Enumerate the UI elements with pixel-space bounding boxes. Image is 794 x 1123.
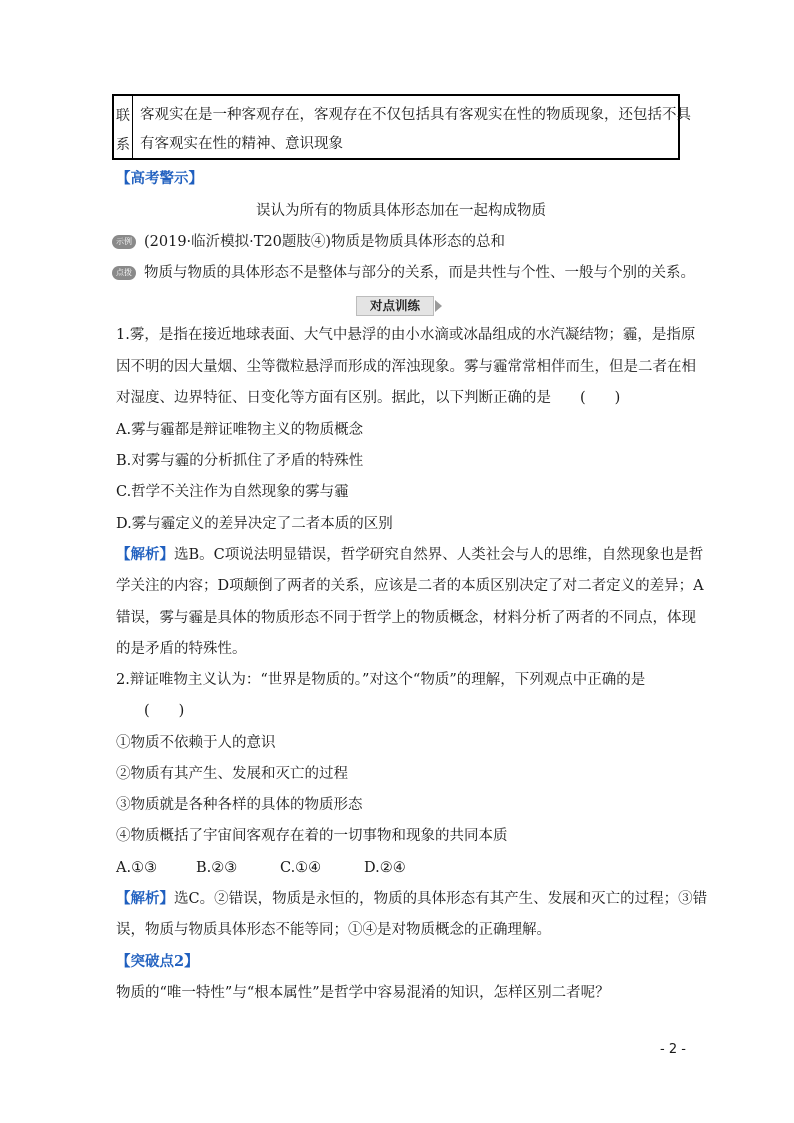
example-text: (2019·临沂模拟·T20题肢④)物质是物质具体形态的总和	[144, 234, 506, 250]
analysis-1-line	[116, 545, 703, 565]
choice-d: D.②④	[364, 860, 406, 876]
analysis-text: 选B。C项说法明显错误，哲学研究自然界、人类社会与人的思维，自然现象也是哲	[174, 547, 704, 563]
breakthrough-label: 【突破点2】	[116, 953, 199, 970]
question-2-blank: ( )	[144, 703, 185, 719]
option-d: D.雾与霾定义的差异决定了二者本质的区别	[116, 516, 393, 532]
question-1-line: 因不明的因大量烟、尘等微粒悬浮而形成的浑浊现象。雾与霾常常相伴而生，但是二者在相	[116, 359, 696, 375]
choice-c: C.①④	[280, 860, 322, 876]
training-label: 对点训练	[369, 298, 420, 313]
table-header-char: 联	[116, 108, 130, 124]
breakthrough-text: 物质的“唯一特性”与“根本属性”是哲学中容易混淆的知识，怎样区别二者呢？	[116, 985, 610, 1001]
arrow-right-icon	[435, 300, 442, 312]
example-line	[112, 232, 505, 252]
statement-2: ②物质有其产生、发展和灭亡的过程	[116, 766, 348, 782]
analysis-1-line: 错误，雾与霾是具体的物质形态不同于哲学上的物质概念，材料分析了两者的不同点，体现	[116, 610, 696, 626]
analysis-label: 【解析】	[116, 546, 174, 563]
analysis-label: 【解析】	[116, 890, 174, 907]
warning-title: 误认为所有的物质具体形态加在一起构成物质	[256, 203, 546, 219]
table-row-header	[114, 96, 133, 158]
statement-1: ①物质不依赖于人的意识	[116, 735, 276, 751]
question-1-line: 对湿度、边界特征、日变化等方面有区别。据此，以下判断正确的是 ( )	[116, 390, 621, 406]
training-banner	[356, 296, 434, 316]
option-b: B.对雾与霾的分析抓住了矛盾的特殊性	[116, 453, 364, 469]
analysis-line	[112, 263, 695, 283]
tip-badge-icon: 点拨	[112, 266, 136, 280]
example-badge-icon: 示例	[112, 235, 136, 249]
choice-b: B.②③	[196, 860, 238, 876]
choice-a: A.①③	[116, 860, 158, 876]
question-1-line: 1.雾，是指在接近地球表面、大气中悬浮的由小水滴或冰晶组成的水汽凝结物；霾，是指原	[116, 327, 696, 343]
option-c: C.哲学不关注作为自然现象的雾与霾	[116, 484, 349, 500]
statement-4: ④物质概括了宇宙间客观存在着的一切事物和现象的共同本质	[116, 828, 508, 844]
question-2-line: 2.辩证唯物主义认为：“世界是物质的。”对这个“物质”的理解，下列观点中正确的是	[116, 672, 646, 688]
option-a: A.雾与霾都是辩证唯物主义的物质概念	[116, 422, 364, 438]
analysis-2-line: 误，物质与物质具体形态不能等同；①④是对物质概念的正确理解。	[116, 922, 551, 938]
concept-table	[112, 94, 691, 160]
analysis-1-line: 的是矛盾的特殊性。	[116, 641, 247, 657]
analysis-2-line	[116, 889, 707, 909]
analysis-1-line: 学关注的内容；D项颠倒了两者的关系，应该是二者的本质区别决定了对二者定义的差异；A	[116, 578, 704, 594]
tip-text: 物质与物质的具体形态不是整体与部分的关系，而是共性与个性、一般与个别的关系。	[144, 265, 695, 281]
page-number: - 2 -	[660, 1042, 686, 1057]
analysis-text: 选C。②错误，物质是永恒的，物质的具体形态有其产生、发展和灭亡的过程；③错	[174, 891, 708, 907]
table-cell-line: 客观实在是一种客观存在，客观存在不仅包括具有客观实在性的物质现象，还包括不具	[140, 107, 691, 123]
warning-label: 【高考警示】	[116, 170, 203, 187]
table-header-char: 系	[116, 137, 130, 153]
table-cell-line: 有客观实在性的精神、意识现象	[140, 136, 343, 152]
statement-3: ③物质就是各种各样的具体的物质形态	[116, 797, 363, 813]
